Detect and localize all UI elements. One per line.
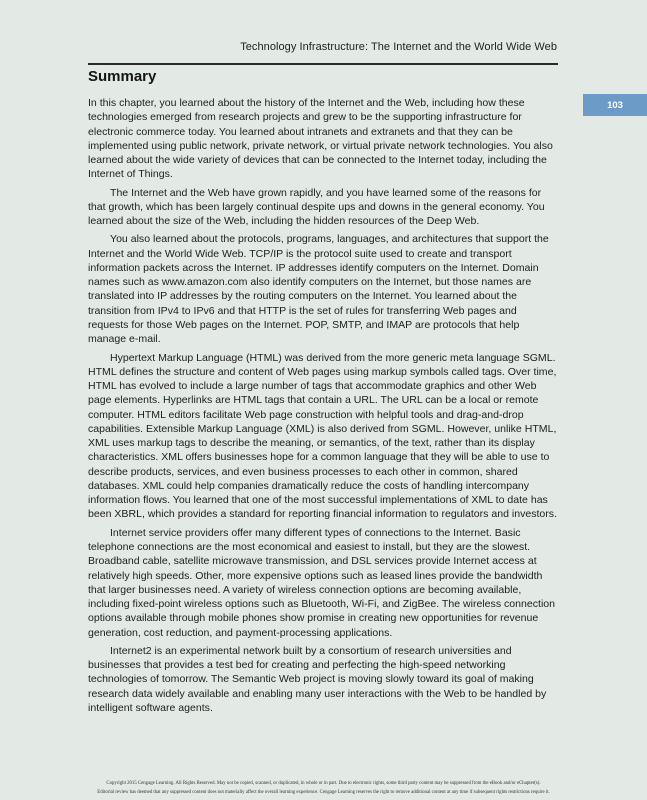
section-rule xyxy=(88,63,558,65)
summary-body xyxy=(88,96,560,715)
section-title: Summary xyxy=(88,68,157,85)
copyright-line-1: Copyright 2015 Cengage Learning. All Rights Reserved. May not be copied, scanned, or duplicated, in whole or in part. Due to electronic rights, some third party content may be suppressed from the eBook and/or eChapter(s). xyxy=(106,780,541,786)
paragraph-6: Internet2 is an experimental network built by a consortium of research universities and businesses that provides a test bed for creating and perfecting the high-speed networking technologies of tomorrow. The Semantic Web project is moving slowly toward its goal of making research data widely available and enabling many user interactions with the Web to be handled by intelligent software agents. xyxy=(88,644,547,714)
copyright-line-2: Editorial review has deemed that any suppressed content does not materially affect the overall learning experience. Cengage Learning reserves the right to remove additional content at any time if subsequent rights restrictions require it. xyxy=(97,788,550,795)
paragraph-2: The Internet and the Web have grown rapidly, and you have learned some of the reasons for that growth, which has been largely continual despite ups and downs in the general economy. You learned about the size of the Web, including the hidden resources of the Deep Web. xyxy=(88,186,545,228)
page-number: 103 xyxy=(607,99,623,111)
paragraph-3: You also learned about the protocols, programs, languages, and architectures that support the Internet and the World Wide Web. TCP/IP is the protocol suite used to create and transport information packets across the Internet. IP addresses identify computers on the Internet. Domain names such as www.amazon.com also identify computers on the Internet, but those names are translated into IP addresses by the routing computers on the Internet. You learned about the transition from IPv4 to IPv6 and that HTTP is the set of rules for transferring Web pages and requests for those Web pages on the Internet. POP, SMTP, and IMAP are protocols that help manage e-mail. xyxy=(88,233,549,346)
page-number-tab xyxy=(583,94,647,116)
paragraph-4: Hypertext Markup Language (HTML) was derived from the more generic meta language SGML. HTML defines the structure and content of Web pages using markup symbols called tags. Over time, HTML has evolved to include a large number of tags that accommodate graphics and other Web page elements. Hyperlinks are HTML tags that contain a URL. The URL can be a local or remote computer. HTML editors facilitate Web page construction with helpful tools and drag-and-drop capabilities. Extensible Markup Language (XML) is also derived from SGML. However, unlike HTML, XML uses markup tags to describe the meaning, or semantics, of the text, rather than its display characteristics. XML offers businesses hope for a common language that they will be able to use to describe products, services, and even business processes to each other in common, shared databases. XML could help companies dramatically reduce the costs of handling intercompany information flows. You learned that one of the most successful implementations of XML to date has been XBRL, which provides a standard for reporting financial information to regulators and investors. xyxy=(88,351,558,521)
paragraph-5: Internet service providers offer many different types of connections to the Internet. Basic telephone connections are the most economical and easiest to install, but they are the slowest. Broadband cable, satellite microwave transmission, and DSL services provide Internet access at relatively high speeds. Other, more expensive options such as leased lines provide the bandwidth that larger businesses need. A variety of wireless connection options are becoming available, including fixed-point wireless options such as Bluetooth, Wi-Fi, and ZigBee. The wireless connection options available through mobile phones show promise in creating new opportunities for revenue generation, cost reduction, and payment-processing applications. xyxy=(88,526,556,639)
copyright-footer xyxy=(0,779,647,796)
running-head: Technology Infrastructure: The Internet and the World Wide Web xyxy=(240,41,557,53)
paragraph-1: In this chapter, you learned about the history of the Internet and the Web, including how these technologies emerged from research projects and grew to be the supporting infrastructure for electronic commerce today. You learned about intranets and extranets and that they can be implemented using public network, private network, or virtual private network technologies. You also learned about the wide variety of devices that can be connected to the Internet today, including the Internet of Things. xyxy=(88,97,553,181)
